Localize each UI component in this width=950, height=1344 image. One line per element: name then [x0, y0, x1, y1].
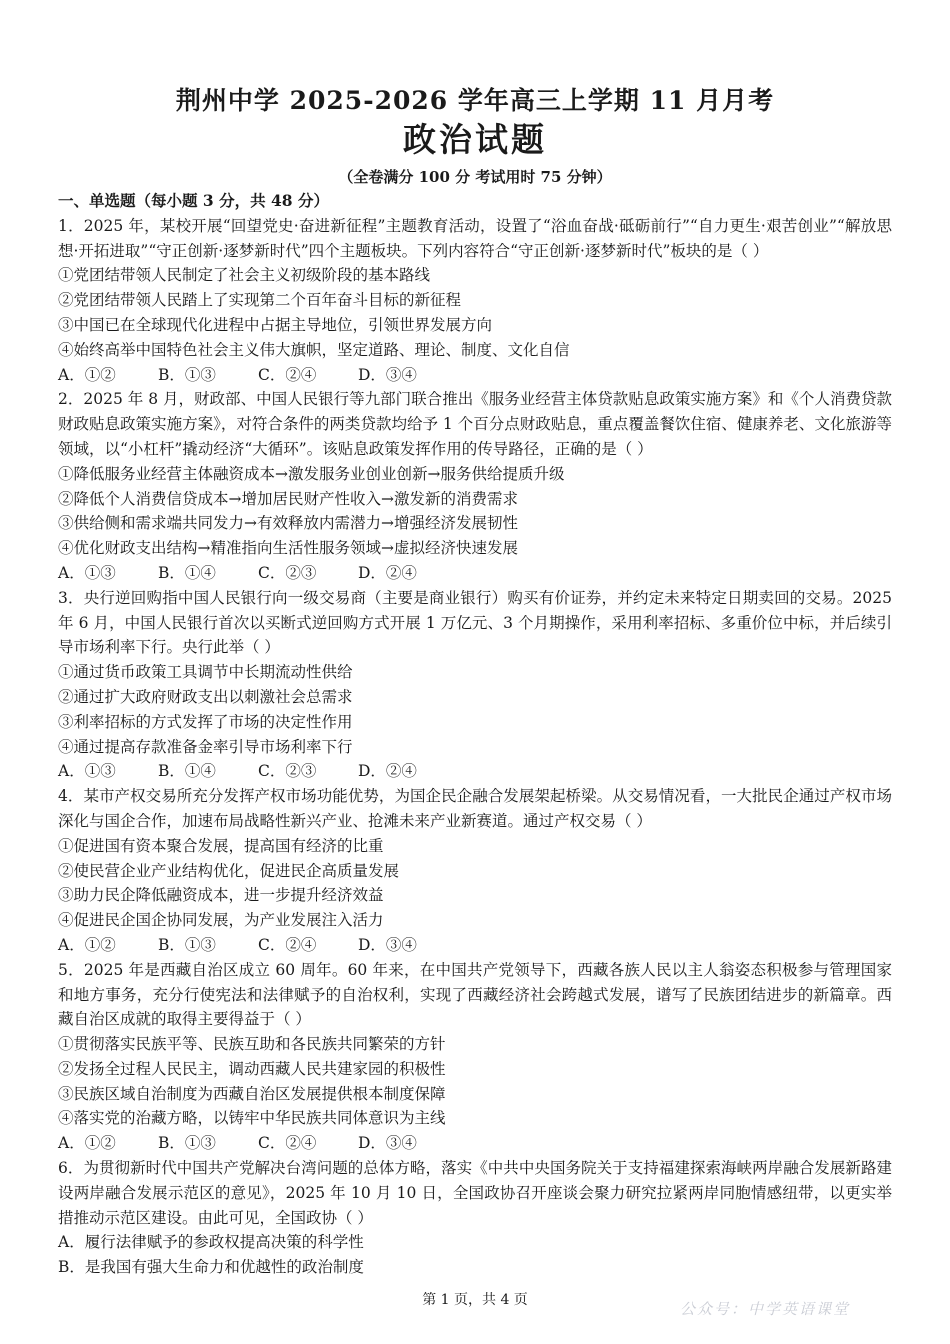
- answer-option: A．①②: [58, 935, 116, 954]
- answer-option: D．②④: [358, 762, 417, 781]
- answer-option: A．①②: [58, 1134, 116, 1153]
- answer-options: [58, 1131, 892, 1156]
- statement-item: ①通过货币政策工具调节中长期流动性供给: [58, 663, 353, 682]
- statement-item: ②党团结带领人民踏上了实现第二个百年奋斗目标的新征程: [58, 291, 462, 310]
- question-stem: 2．2025 年 8 月，财政部、中国人民银行等九部门联合推出《服务业经营主体贷款贴息政策实施方案》和《个人消费贷款财政贴息政策实施方案》，对符合条件的两类贷款均给予 1 个百分点财政贴息，重点覆盖餐饮住宿、健康养老、文化旅游等领域，以“小杠杆”撬动经济“大循环”。该贴息政策发挥作用的传导路径，正确的是（ ）: [58, 390, 892, 458]
- statement-item: A．履行法律赋予的参政权提高决策的科学性: [58, 1233, 364, 1252]
- statement-item: ④始终高举中国特色社会主义伟大旗帜，坚定道路、理论、制度、文化自信: [58, 340, 570, 359]
- statement-item: B．是我国有强大生命力和优越性的政治制度: [58, 1258, 364, 1277]
- answer-option: C．②④: [258, 1134, 317, 1153]
- statement-item: ④优化财政支出结构→精准指向生活性服务领域→虚拟经济快速发展: [58, 539, 518, 558]
- statement-item: ①促进国有资本聚合发展，提高国有经济的比重: [58, 836, 384, 855]
- statement-item: ③供给侧和需求端共同发力→有效释放内需潜力→增强经济发展韧性: [58, 514, 518, 533]
- answer-option: D．③④: [358, 365, 417, 384]
- section-heading: 一、单选题（每小题 3 分，共 48 分）: [58, 191, 329, 210]
- answer-option: A．①②: [58, 365, 116, 384]
- question: [58, 586, 892, 784]
- statement-item: ③助力民企降低融资成本，进一步提升经济效益: [58, 886, 384, 905]
- answer-options: [58, 561, 892, 586]
- statement-item: ①降低服务业经营主体融资成本→激发服务业创业创新→服务供给提质升级: [58, 464, 565, 483]
- answer-option: B．①④: [158, 762, 216, 781]
- statement-item: ③中国已在全球现代化进程中占据主导地位，引领世界发展方向: [58, 315, 493, 334]
- question: [58, 784, 892, 958]
- question-list: [58, 214, 892, 1280]
- answer-option: D．③④: [358, 935, 417, 954]
- question-stem: 4．某市产权交易所充分发挥产权市场功能优势，为国企民企融合发展架起桥梁。从交易情况看，一大批民企通过产权市场深化与国企合作，加速布局战略性新兴产业、抢滩未来产业新赛道。通过产权交易（ ）: [58, 787, 892, 830]
- question: [58, 214, 892, 388]
- statement-item: ④促进民企国企协同发展，为产业发展注入活力: [58, 911, 384, 930]
- statement-item: ②使民营企业产业结构优化，促进民企高质量发展: [58, 861, 400, 880]
- exam-title: 荆州中学 2025-2026 学年高三上学期 11 月月考: [175, 86, 775, 115]
- statement-item: ②通过扩大政府财政支出以刺激社会总需求: [58, 687, 353, 706]
- question: [58, 387, 892, 585]
- answer-option: C．②③: [258, 563, 317, 582]
- statement-item: ①党团结带领人民制定了社会主义初级阶段的基本路线: [58, 266, 431, 285]
- answer-options: [58, 363, 892, 388]
- statement-item: ③利率招标的方式发挥了市场的决定性作用: [58, 712, 353, 731]
- answer-option: A．①③: [58, 563, 116, 582]
- statement-item: ④通过提高存款准备金率引导市场利率下行: [58, 737, 353, 756]
- answer-option: C．②③: [258, 762, 317, 781]
- question: [58, 1156, 892, 1280]
- answer-option: D．③④: [358, 1134, 417, 1153]
- statement-item: ④落实党的治藏方略，以铸牢中华民族共同体意识为主线: [58, 1109, 446, 1128]
- answer-options: [58, 933, 892, 958]
- question-stem: 5．2025 年是西藏自治区成立 60 周年。60 年来，在中国共产党领导下，西藏各族人民以主人翁姿态积极参与管理国家和地方事务，充分行使宪法和法律赋予的自治权利，实现了西藏经济社会跨越式发展，谱写了民族团结进步的新篇章。西藏自治区成就的取得主要得益于（ ）: [58, 960, 892, 1029]
- page-footer: 第 1 页，共 4 页: [422, 1292, 528, 1308]
- answer-option: B．①③: [158, 1134, 216, 1153]
- question: [58, 958, 892, 1156]
- subject-title: 政治试题: [403, 120, 547, 159]
- statement-item: ①贯彻落实民族平等、民族互助和各民族共同繁荣的方针: [58, 1035, 446, 1054]
- statement-item: ②发扬全过程人民民主，调动西藏人民共建家园的积极性: [58, 1059, 446, 1078]
- answer-option: B．①④: [158, 563, 216, 582]
- answer-option: B．①③: [158, 365, 216, 384]
- question-stem: 3．央行逆回购指中国人民银行向一级交易商（主要是商业银行）购买有价证券，并约定未来特定日期卖回的交易。2025 年 6 月，中国人民银行首次以买断式逆回购方式开展 1 万亿元、3 个月期操作，采用利率招标、多重价位中标，并后续引导市场利率下行。央行此举（ ）: [58, 588, 892, 657]
- statement-item: ③民族区域自治制度为西藏自治区发展提供根本制度保障: [58, 1084, 446, 1103]
- question-stem: 1．2025 年，某校开展“回望党史·奋进新征程”主题教育活动，设置了“浴血奋战·砥砺前行”“自力更生·艰苦创业”“解放思想·开拓进取”“守正创新·逐梦新时代”四个主题板块。下列内容符合“守正创新·逐梦新时代”板块的是（ ）: [58, 216, 892, 260]
- answer-option: C．②④: [258, 365, 317, 384]
- answer-options: [58, 759, 892, 784]
- statement-item: ②降低个人消费信贷成本→增加居民财产性收入→激发新的消费需求: [58, 489, 518, 508]
- watermark: 公众号：中学英语课堂: [680, 1300, 851, 1318]
- exam-note: （全卷满分 100 分 考试用时 75 分钟）: [338, 168, 612, 186]
- answer-option: C．②④: [258, 935, 317, 954]
- answer-option: B．①③: [158, 935, 216, 954]
- question-stem: 6．为贯彻新时代中国共产党解决台湾问题的总体方略，落实《中共中央国务院关于支持福建探索海峡两岸融合发展新路建设两岸融合发展示范区的意见》，2025 年 10 月 10 日，全国政协召开座谈会聚力研究拉紧两岸同胞情感纽带，以更实举措推动示范区建设。由此可见，全国政协（ ）: [58, 1159, 892, 1227]
- answer-option: D．②④: [358, 563, 417, 582]
- answer-option: A．①③: [58, 762, 116, 781]
